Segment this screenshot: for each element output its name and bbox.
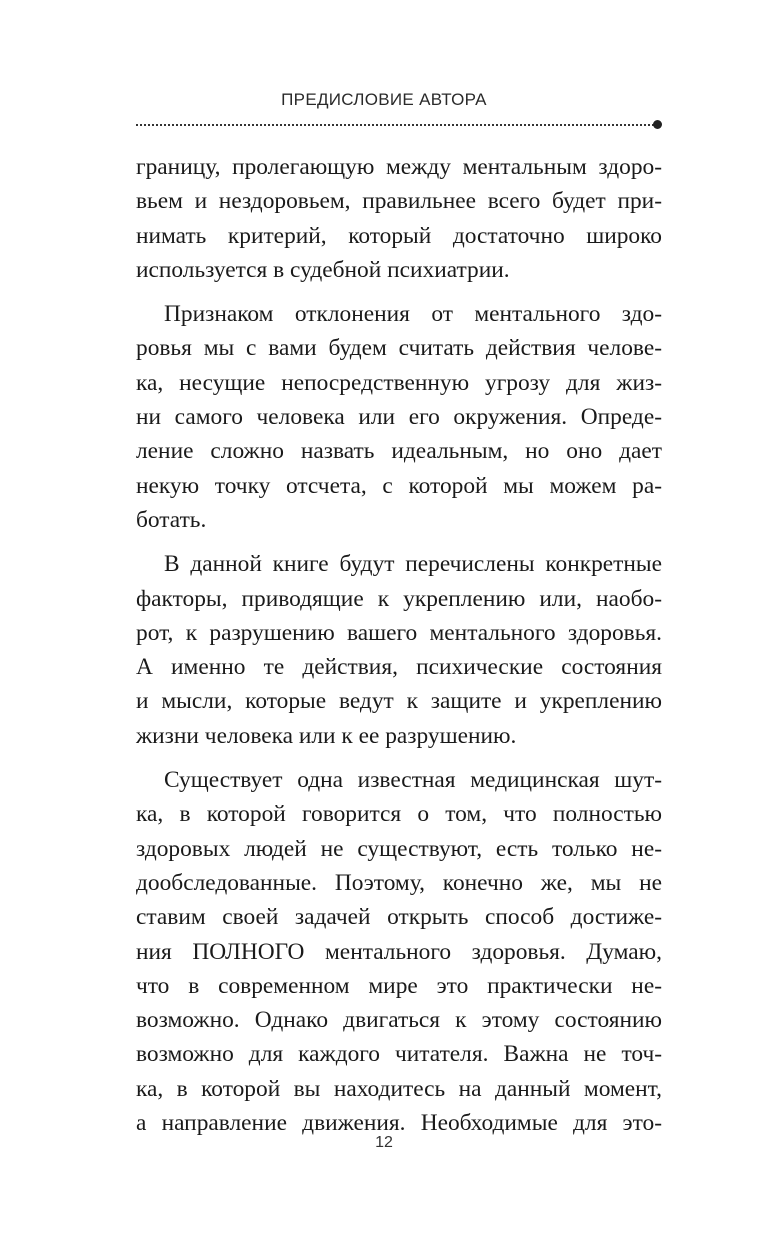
text-line: и мысли, которые ведут к защите и укреплению xyxy=(136,688,662,715)
text-line: ни самого человека или его окружения. Опреде- xyxy=(136,404,662,431)
text-line: ка, в которой вы находитесь на данный момент, xyxy=(136,1075,662,1102)
text-line: В данной книге будут перечислены конкретные xyxy=(164,551,662,578)
text-line: ставим своей задачей открыть способ достиже- xyxy=(136,904,662,931)
text-line: рот, к разрушению вашего ментального здоровья. xyxy=(136,619,662,646)
running-head: ПРЕДИСЛОВИЕ АВТОРА xyxy=(281,90,487,109)
text-line: здоровых людей не существуют, есть только не- xyxy=(136,835,662,862)
paragraph xyxy=(136,547,662,753)
text-line: ление сложно назвать идеальным, но оно дает xyxy=(136,438,662,465)
text-line: Существует одна известная медицинская шут- xyxy=(164,767,662,794)
page-number: 12 xyxy=(375,1134,393,1151)
text-line: некую точку отсчета, с которой мы можем ра- xyxy=(136,472,662,499)
paragraph xyxy=(136,297,662,537)
text-line: используется в судебной психиатрии. xyxy=(136,256,510,283)
text-line: ка, в которой говорится о том, что полностью xyxy=(136,801,662,828)
running-head-rule-end-dot xyxy=(653,120,662,129)
text-line: вьем и нездоровьем, правильнее всего будет при- xyxy=(136,188,662,215)
text-line: дообследованные. Поэтому, конечно же, мы не xyxy=(136,869,662,896)
running-head-dotted-rule xyxy=(136,124,654,126)
text-line: а направление движения. Необходимые для это- xyxy=(136,1110,662,1137)
text-line: А именно те действия, психические состояния xyxy=(136,654,662,681)
body-text xyxy=(136,150,662,1150)
text-line: ботать. xyxy=(136,506,207,533)
text-line: жизни человека или к ее разрушению. xyxy=(136,722,517,749)
text-line: ка, несущие непосредственную угрозу для жиз- xyxy=(136,369,662,396)
text-line: нимать критерий, который достаточно широко xyxy=(136,222,662,249)
text-line: возможно для каждого читателя. Важна не точ- xyxy=(136,1041,662,1068)
text-line: факторы, приводящие к укреплению или, наобо- xyxy=(136,585,662,612)
text-line: границу, пролегающую между ментальным здоро- xyxy=(136,154,662,180)
text-line: возможно. Однако двигаться к этому состоянию xyxy=(136,1007,662,1034)
text-line: ровья мы с вами будем считать действия челове- xyxy=(136,335,662,362)
paragraph xyxy=(136,763,662,1140)
text-line: что в современном мире это практически не- xyxy=(136,972,662,999)
text-line: ния ПОЛНОГО ментального здоровья. Думаю, xyxy=(136,938,662,965)
paragraph xyxy=(136,150,662,287)
text-line: Признаком отклонения от ментального здо- xyxy=(164,301,662,328)
